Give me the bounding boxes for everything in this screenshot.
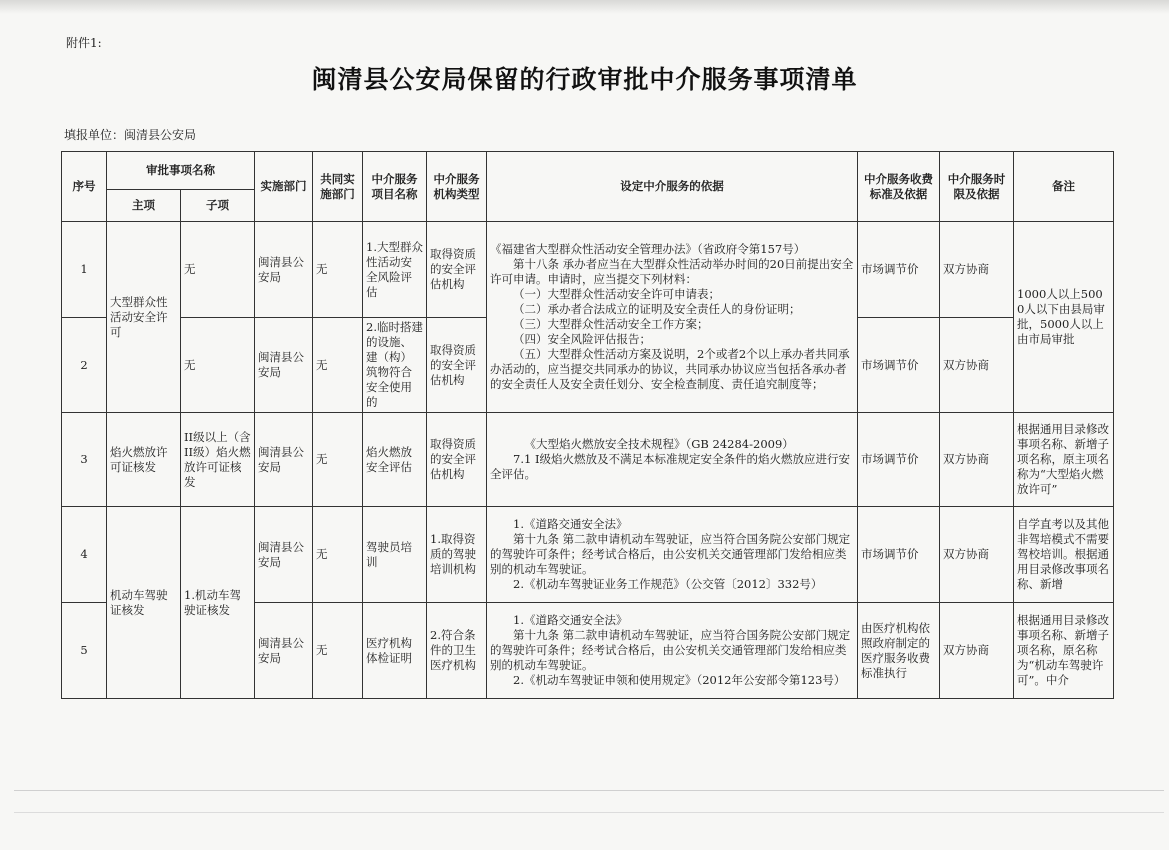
row-time: 双方协商 bbox=[940, 222, 1014, 318]
basis-line: （五）大型群众性活动方案及说明，2个或者2个以上承办者共同承办活动的，应当提交共同承办的协议，共同承办协议应当包括各承办者的安全责任人及安全责任划分、安全检查制度、责任追究制度等； bbox=[490, 347, 850, 391]
row-co-dept: 无 bbox=[313, 318, 363, 413]
table-row bbox=[62, 413, 1114, 507]
header-row bbox=[62, 152, 1114, 190]
row-dept: 闽清县公安局 bbox=[255, 413, 313, 507]
row-org-type: 取得资质的安全评估机构 bbox=[427, 222, 487, 318]
col-fee: 中介服务收费标准及依据 bbox=[858, 152, 940, 222]
row-remark: 根据通用目录修改事项名称、新增子项名称，原主项名称为“大型焰火燃放许可” bbox=[1014, 413, 1114, 507]
attachment-label: 附件1: bbox=[66, 36, 102, 50]
row-service-name: 驾驶员培训 bbox=[363, 507, 427, 603]
row-main-item: 焰火燃放许可证核发 bbox=[107, 413, 181, 507]
row-org-type: 取得资质的安全评估机构 bbox=[427, 318, 487, 413]
basis-line: 《大型焰火燃放安全技术规程》（GB 24284-2009） bbox=[524, 437, 794, 451]
row-fee: 由医疗机构依照政府制定的医疗服务收费标准执行 bbox=[858, 603, 940, 699]
table-row bbox=[62, 222, 1114, 318]
row-fee: 市场调节价 bbox=[858, 222, 940, 318]
basis-line: 第十九条 第二款申请机动车驾驶证，应当符合国务院公安部门规定的驾驶许可条件；经考试合格后，由公安机关交通管理部门发给相应类别的机动车驾驶证。 bbox=[490, 532, 851, 576]
row-seq: 1 bbox=[62, 222, 107, 318]
row-seq: 4 bbox=[62, 507, 107, 603]
row-dept: 闽清县公安局 bbox=[255, 318, 313, 413]
col-sub-item: 子项 bbox=[181, 190, 255, 222]
col-remark: 备注 bbox=[1014, 152, 1114, 222]
row-remark: 1000人以上5000人以下由县局审批，5000人以上由市局审批 bbox=[1014, 222, 1114, 413]
basis-line: （三）大型群众性活动安全工作方案； bbox=[513, 317, 709, 331]
col-time: 中介服务时限及依据 bbox=[940, 152, 1014, 222]
row-basis bbox=[487, 603, 858, 699]
row-basis bbox=[487, 507, 858, 603]
row-sub-item: II级以上（含II级）焰火燃放许可证核发 bbox=[181, 413, 255, 507]
row-basis bbox=[487, 413, 858, 507]
basis-line: 2.《机动车驾驶证申领和使用规定》（2012年公安部令第123号） bbox=[513, 673, 846, 687]
row-co-dept: 无 bbox=[313, 603, 363, 699]
service-name-text: 2.临时搭建的设施、建（构）筑物符合安全使用的 bbox=[366, 320, 423, 409]
basis-line: 2.《机动车驾驶证业务工作规范》（公交管〔2012〕332号） bbox=[513, 577, 823, 591]
row-sub-item: 无 bbox=[181, 318, 255, 413]
basis-line: （二）承办者合法成立的证明及安全责任人的身份证明； bbox=[513, 302, 801, 316]
row-fee: 市场调节价 bbox=[858, 318, 940, 413]
basis-line: 第十八条 承办者应当在大型群众性活动举办时间的20日前提出安全许可申请。申请时，应当提交下列材料： bbox=[490, 257, 854, 286]
row-seq: 3 bbox=[62, 413, 107, 507]
row-time: 双方协商 bbox=[940, 603, 1014, 699]
row-dept: 闽清县公安局 bbox=[255, 507, 313, 603]
row-fee: 市场调节价 bbox=[858, 413, 940, 507]
row-main-item: 机动车驾驶证核发 bbox=[107, 507, 181, 699]
row-org-type: 取得资质的安全评估机构 bbox=[427, 413, 487, 507]
basis-line: 1.《道路交通安全法》 bbox=[513, 517, 628, 531]
basis-line: 7.1 I级焰火燃放及不满足本标准规定安全条件的焰火燃放应进行安全评估。 bbox=[490, 452, 850, 481]
scan-edge bbox=[0, 0, 1169, 14]
col-main-item: 主项 bbox=[107, 190, 181, 222]
col-seq: 序号 bbox=[62, 152, 107, 222]
col-co-dept: 共同实施部门 bbox=[313, 152, 363, 222]
row-time: 双方协商 bbox=[940, 507, 1014, 603]
row-service-name bbox=[363, 318, 427, 413]
row-seq: 5 bbox=[62, 603, 107, 699]
basis-line: （四）安全风险评估报告； bbox=[513, 332, 651, 346]
row-org-type: 1.取得资质的驾驶培训机构 bbox=[427, 507, 487, 603]
page-title: 闽清县公安局保留的行政审批中介服务事项清单 bbox=[311, 65, 858, 94]
basis-line: 《福建省大型群众性活动安全管理办法》（省政府令第157号） bbox=[490, 242, 806, 256]
row-service-name: 焰火燃放安全评估 bbox=[363, 413, 427, 507]
row-main-item: 大型群众性活动安全许可 bbox=[107, 222, 181, 413]
row-org-type: 2.符合条件的卫生医疗机构 bbox=[427, 603, 487, 699]
col-service-name: 中介服务项目名称 bbox=[363, 152, 427, 222]
row-dept: 闽清县公安局 bbox=[255, 603, 313, 699]
table-row bbox=[62, 507, 1114, 603]
scan-line bbox=[14, 790, 1164, 791]
row-co-dept: 无 bbox=[313, 222, 363, 318]
basis-line: 第十九条 第二款申请机动车驾驶证，应当符合国务院公安部门规定的驾驶许可条件；经考试合格后，由公安机关交通管理部门发给相应类别的机动车驾驶证。 bbox=[490, 628, 851, 672]
row-remark: 根据通用目录修改事项名称、新增子项名称，原名称为“机动车驾驶许可”。中介 bbox=[1014, 603, 1114, 699]
row-dept: 闽清县公安局 bbox=[255, 222, 313, 318]
row-seq: 2 bbox=[62, 318, 107, 413]
col-dept: 实施部门 bbox=[255, 152, 313, 222]
col-org-type: 中介服务机构类型 bbox=[427, 152, 487, 222]
filler-unit: 填报单位：闽清县公安局 bbox=[64, 128, 197, 142]
row-sub-item: 无 bbox=[181, 222, 255, 318]
row-sub-item: 1.机动车驾驶证核发 bbox=[181, 507, 255, 699]
row-co-dept: 无 bbox=[313, 507, 363, 603]
scan-line bbox=[14, 812, 1164, 813]
service-table bbox=[61, 151, 1114, 699]
row-co-dept: 无 bbox=[313, 413, 363, 507]
row-fee: 市场调节价 bbox=[858, 507, 940, 603]
row-time: 双方协商 bbox=[940, 413, 1014, 507]
row-service-name: 医疗机构体检证明 bbox=[363, 603, 427, 699]
row-time: 双方协商 bbox=[940, 318, 1014, 413]
row-service-name: 1.大型群众性活动安全风险评估 bbox=[363, 222, 427, 318]
col-item-name: 审批事项名称 bbox=[107, 152, 255, 190]
row-basis bbox=[487, 222, 858, 413]
basis-line: （一）大型群众性活动安全许可申请表； bbox=[513, 287, 720, 301]
col-basis: 设定中介服务的依据 bbox=[487, 152, 858, 222]
basis-line: 1.《道路交通安全法》 bbox=[513, 613, 628, 627]
row-remark: 自学直考以及其他非驾培模式不需要驾校培训。根据通用目录修改事项名称、新增 bbox=[1014, 507, 1114, 603]
